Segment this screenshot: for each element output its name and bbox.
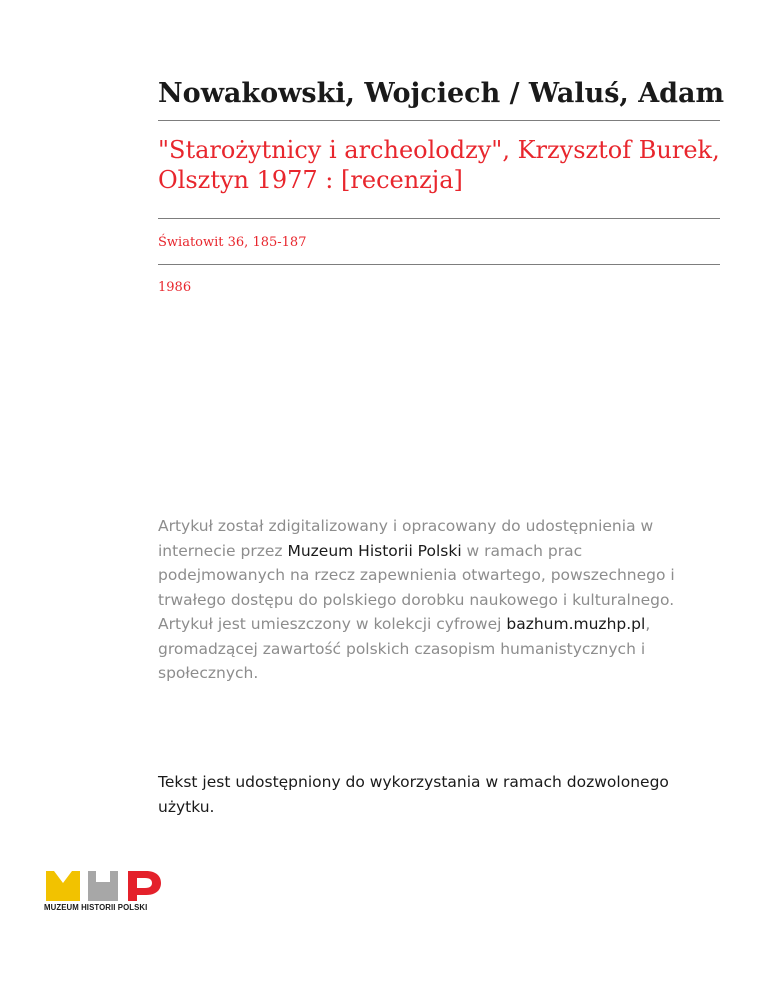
logo-m-shape [46, 871, 80, 901]
notice-text: Artykuł został zdigitalizowany i opracowany do udostępnienia w internecie przez [158, 517, 654, 560]
logo-caption: MUZEUM HISTORII POLSKI [44, 903, 148, 912]
divider [158, 264, 720, 265]
bazhum-link[interactable]: bazhum.muzhp.pl [506, 615, 646, 633]
journal-source: Światowit 36, 185-187 [158, 235, 307, 250]
publication-year: 1986 [158, 280, 192, 295]
license-notice: Tekst jest udostępniony do wykorzystania w ramach dozwolonego użytku. [158, 773, 669, 816]
digitization-notice [158, 514, 698, 686]
authors: Nowakowski, Wojciech / Waluś, Adam [158, 78, 725, 109]
notice-text: w ramach prac podejmowanych na rzecz zapewnienia otwartego, powszechnego i trwałego dostępu do polskiego dorobku naukowego i kulturalnego. Artykuł jest umieszczony w kolekcji cyfrowej [158, 541, 675, 633]
logo-h-shape [88, 871, 118, 901]
museum-link[interactable]: Muzeum Historii Polski [287, 541, 462, 560]
divider [158, 218, 720, 219]
article-title: "Starożytnicy i archeolodzy", Krzysztof Burek, Olsztyn 1977 : [recenzja] [158, 136, 720, 194]
divider [158, 120, 720, 121]
logo-p-shape [128, 871, 161, 901]
notice-text: , gromadzącej zawartość polskich czasopism humanistycznych i społecznych. [158, 615, 651, 682]
